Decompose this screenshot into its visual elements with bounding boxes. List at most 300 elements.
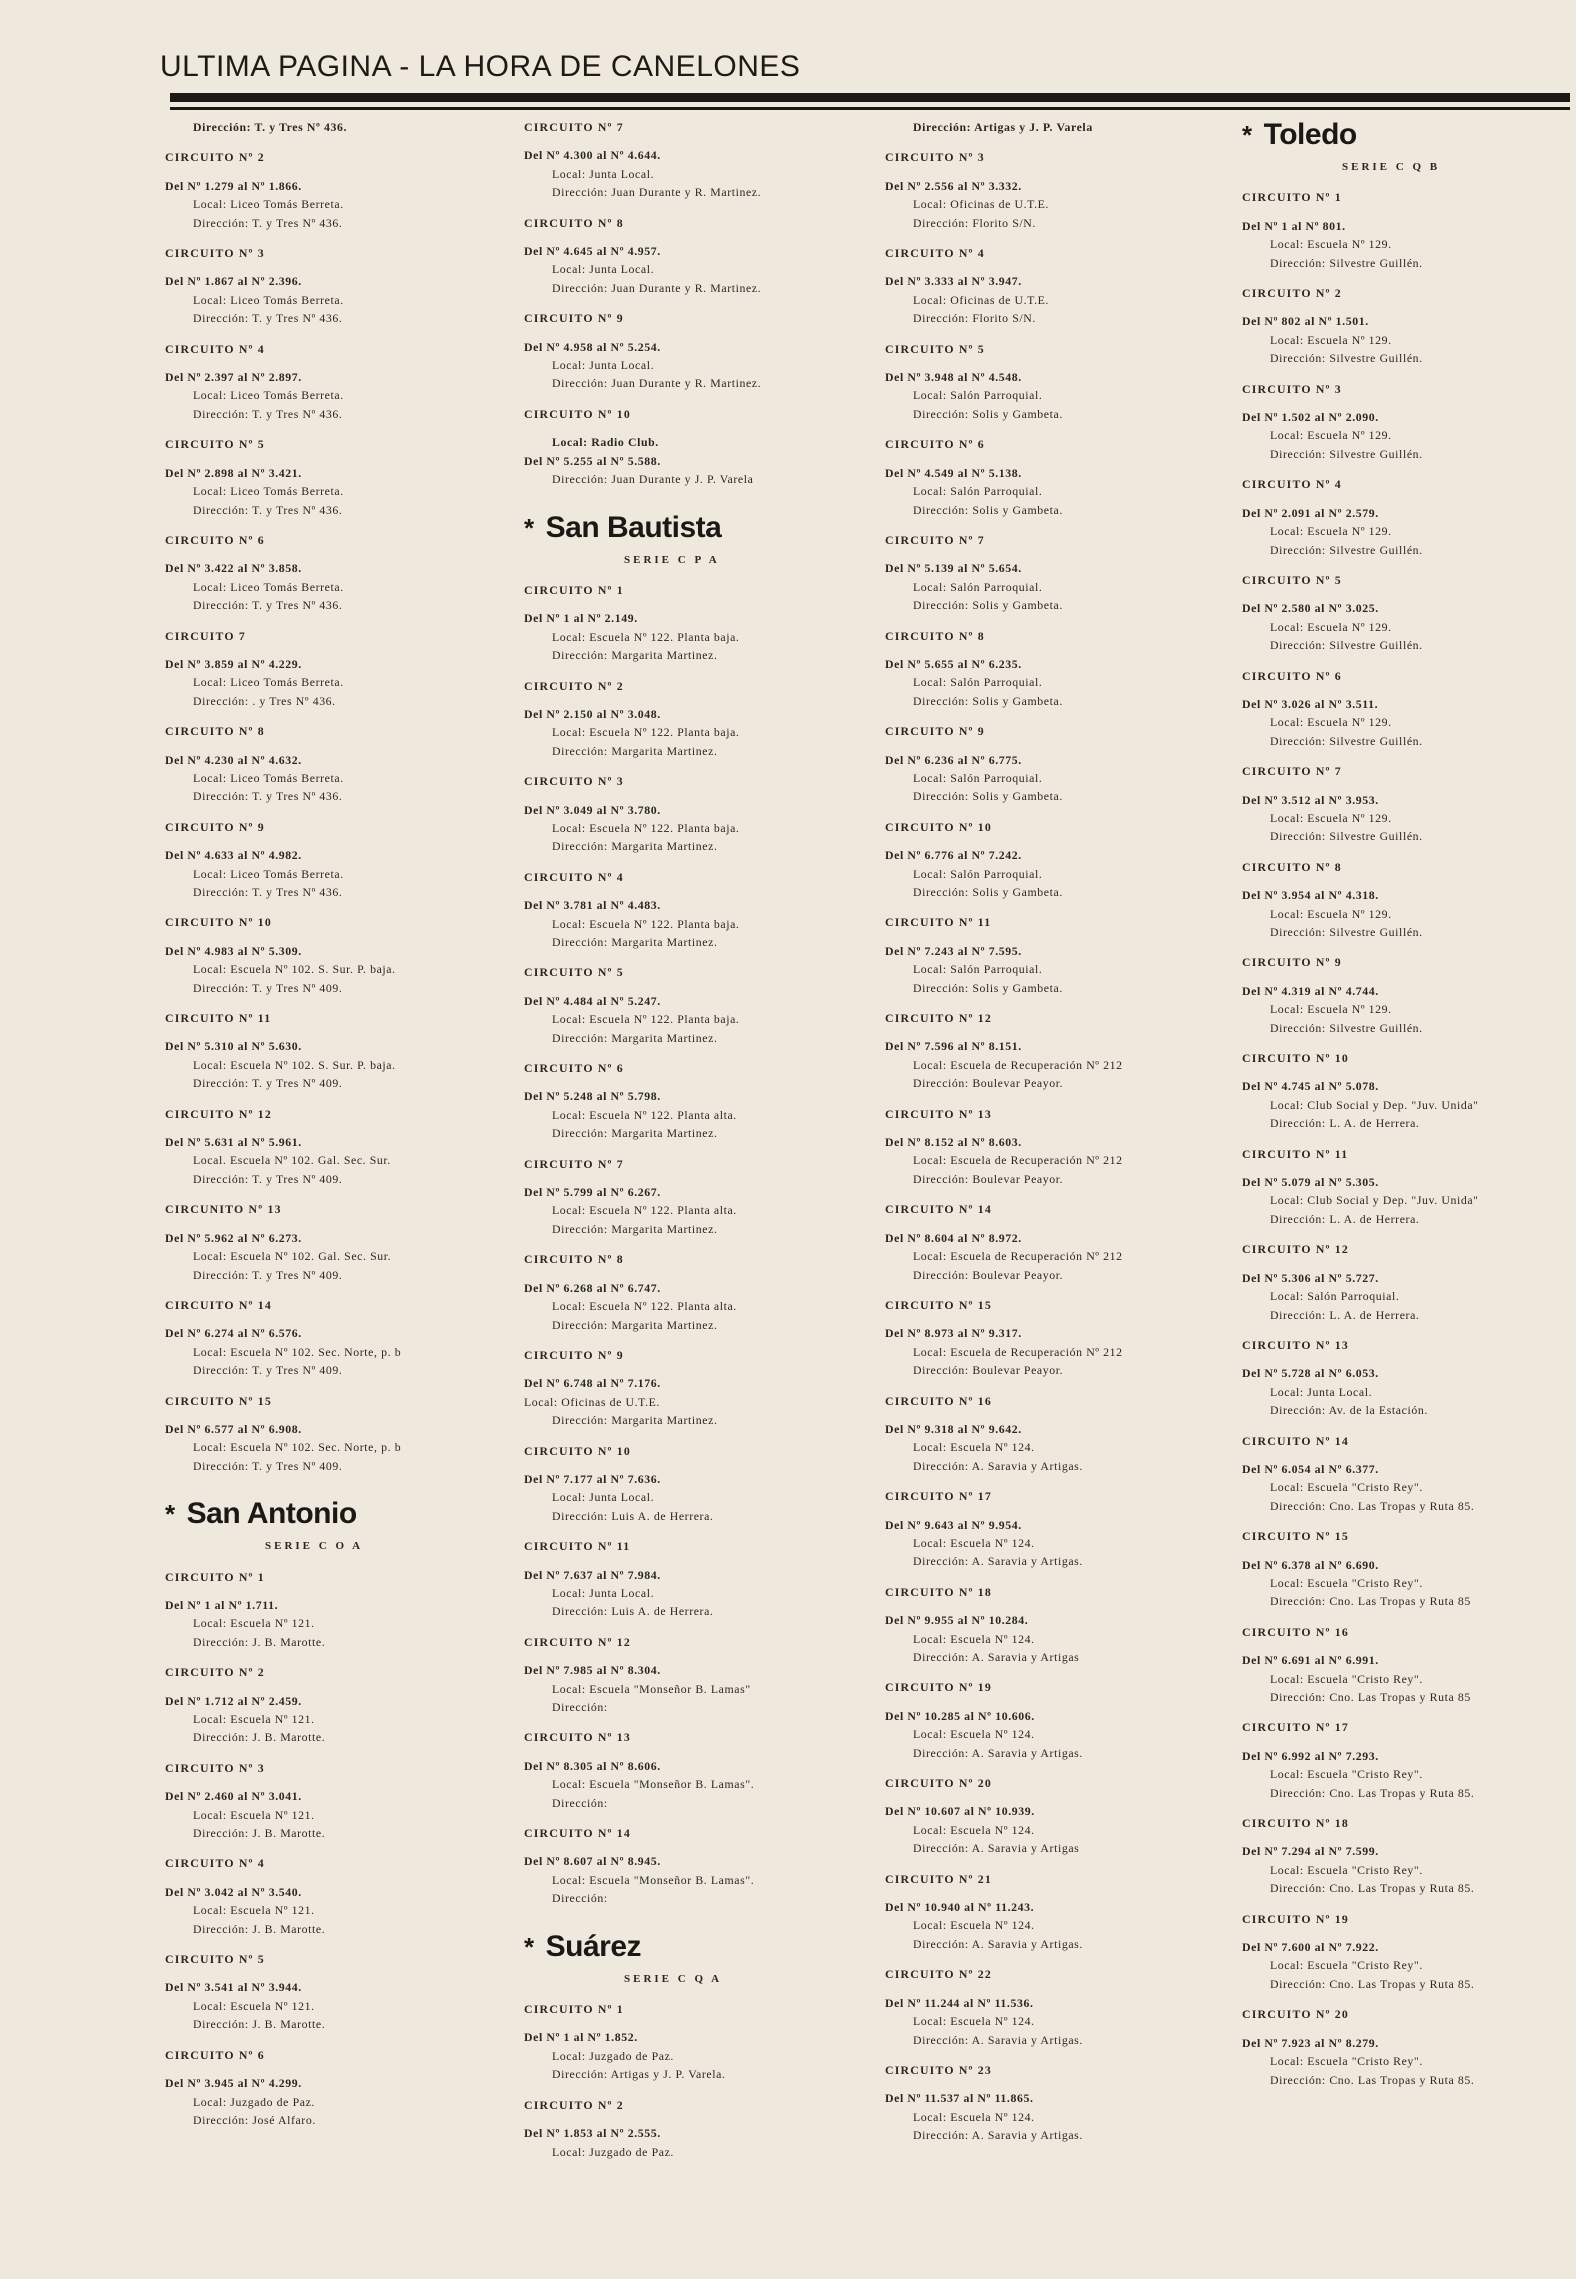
circuit-range: Del Nº 4.230 al Nº 4.632. [165, 752, 302, 767]
circuit-range: Del Nº 7.637 al Nº 7.984. [524, 1567, 661, 1582]
circuit-range: Del Nº 8.604 al Nº 8.972. [885, 1230, 1022, 1245]
circuit-label: CIRCUITO Nº 12 [1242, 1242, 1349, 1257]
circuit-address: Dirección: Margarita Martinez. [552, 1221, 718, 1236]
circuit-block [1242, 1049, 1576, 1133]
circuit-address: Dirección: Juan Durante y J. P. Varela [552, 472, 754, 487]
circuit-address: Dirección: [552, 1700, 608, 1714]
circuit-local: Local: Salón Parroquial. [913, 770, 1043, 785]
circuit-address: Dirección: T. y Tres Nº 409. [193, 1363, 343, 1378]
circuit-local: Local: Escuela Nº 102. Sec. Norte, p. b [193, 1344, 402, 1359]
circuit-address: Dirección: Solis y Gambeta. [913, 980, 1063, 995]
circuit-range: Del Nº 2.150 al Nº 3.048. [524, 706, 661, 721]
circuit-block [885, 1965, 1225, 2049]
circuit-block [524, 118, 864, 202]
circuit-block [524, 1155, 864, 1239]
circuit-address: Dirección: Solis y Gambeta. [913, 693, 1063, 708]
circuit-address: Dirección: Solis y Gambeta. [913, 885, 1063, 899]
circuit-block [165, 627, 505, 711]
circuit-block [885, 1678, 1225, 1762]
circuit-range: Del Nº 1.279 al Nº 1.866. [165, 178, 302, 193]
circuit-address: Dirección: J. B. Marotte. [193, 1730, 326, 1745]
circuit-address: Dirección: [552, 1891, 608, 1906]
circuit-block [165, 2046, 505, 2130]
circuit-local: Local: Escuela Nº 121. [193, 1807, 315, 1822]
circuit-local: Local: Escuela "Monseñor B. Lamas". [552, 1872, 755, 1887]
circuit-address: Dirección: Av. de la Estación. [1270, 1403, 1428, 1418]
circuit-local: Local: Escuela "Cristo Rey". [1270, 1480, 1423, 1495]
circuit-address: Dirección: T. y Tres Nº 436. [193, 598, 343, 613]
circuit-label: CIRCUITO Nº 19 [885, 1680, 992, 1695]
circuit-local: Local: Escuela Nº 122. Planta baja. [552, 916, 740, 931]
circuit-label: CIRCUITO Nº 10 [1242, 1051, 1349, 1066]
circuit-range: Del Nº 2.460 al Nº 3.041. [165, 1789, 302, 1804]
circuit-label: CIRCUITO Nº 1 [165, 1569, 265, 1584]
circuit-label: CIRCUITO Nº 12 [524, 1634, 631, 1649]
circuit-local: Local: Escuela Nº 102. Gal. Sec. Sur. [193, 1249, 392, 1264]
circuit-local: Local: Escuela Nº 121. [193, 1998, 315, 2013]
circuit-local: Local: Liceo Tomás Berreta. [193, 579, 344, 594]
circuit-local: Local: Escuela Nº 129. [1270, 332, 1392, 347]
circuit-address: Dirección: T. y Tres Nº 409. [193, 1267, 343, 1282]
circuit-range: Del Nº 7.923 al Nº 8.279. [1242, 2035, 1379, 2050]
circuit-range: Del Nº 4.745 al Nº 5.078. [1242, 1079, 1379, 1094]
town-name: San Antonio [186, 1497, 357, 1531]
circuit-range: Del Nº 3.954 al Nº 4.318. [1242, 888, 1379, 903]
circuit-block [165, 1009, 505, 1093]
circuit-range: Del Nº 2.556 al Nº 3.332. [885, 178, 1022, 193]
circuit-local: Local: Escuela Nº 124. [913, 2109, 1035, 2124]
circuit-local: Local: Escuela Nº 129. [1270, 1002, 1392, 1017]
circuit-range: Del Nº 3.422 al Nº 3.858. [165, 561, 302, 576]
circuit-local: Local: Escuela Nº 122. Planta alta. [552, 1299, 737, 1314]
circuit-local: Local: Liceo Tomás Berreta. [193, 292, 344, 307]
circuit-label: CIRCUITO Nº 9 [524, 311, 624, 326]
circuit-local: Local: Escuela Nº 129. [1270, 906, 1392, 921]
circuit-block [165, 818, 505, 902]
circuit-range: Del Nº 4.983 al Nº 5.309. [165, 943, 302, 958]
circuit-range: Del Nº 6.378 al Nº 6.690. [1242, 1557, 1379, 1572]
circuit-range: Del Nº 4.484 al Nº 5.247. [524, 993, 661, 1008]
circuit-local: Local: Liceo Tomás Berreta. [193, 866, 344, 881]
circuit-local: Local: Escuela "Monseñor B. Lamas" [552, 1681, 751, 1696]
circuit-label: CIRCUITO Nº 5 [165, 437, 265, 452]
town-heading [1242, 118, 1576, 152]
serie-label: SERIE C Q A [624, 1972, 723, 1985]
circuit-block [885, 340, 1225, 424]
circuit-address: Dirección: Florito S/N. [913, 311, 1036, 326]
circuit-label: CIRCUITO Nº 8 [885, 628, 985, 643]
circuit-label: CIRCUITO Nº 2 [165, 150, 265, 165]
circuit-block [1242, 953, 1576, 1037]
circuit-block [885, 1392, 1225, 1476]
circuit-address: Dirección: Solis y Gambeta. [913, 789, 1063, 804]
circuit-local: Local: Escuela "Cristo Rey". [1270, 1862, 1423, 1877]
circuit-address: Dirección: Solis y Gambeta. [913, 406, 1063, 421]
circuit-address: Dirección: T. y Tres Nº 436. [193, 885, 343, 899]
circuit-local: Local: Escuela Nº 124. [913, 1727, 1035, 1742]
circuit-block [1242, 1527, 1576, 1611]
circuit-label: CIRCUITO Nº 7 [524, 1156, 624, 1171]
circuit-address: Dirección: A. Saravia y Artigas [913, 1650, 1080, 1664]
circuit-block [885, 913, 1225, 997]
circuit-block [885, 148, 1225, 232]
circuit-local: Local: Escuela Nº 129. [1270, 715, 1392, 730]
circuit-block [885, 1774, 1225, 1858]
circuit-range: Del Nº 10.285 al Nº 10.606. [885, 1708, 1035, 1723]
circuit-block [885, 1105, 1225, 1189]
circuit-local: Local: Escuela Nº 102. S. Sur. P. baja. [193, 962, 396, 977]
circuit-address: Dirección: Margarita Martinez. [552, 648, 718, 663]
circuit-block [524, 677, 864, 761]
circuit-range: Del Nº 1 al Nº 1.711. [165, 1597, 279, 1612]
circuit-label: CIRCUITO Nº 4 [524, 869, 624, 884]
circuit-label: CIRCUITO Nº 18 [885, 1584, 992, 1599]
circuit-address: Dirección: Cno. Las Tropas y Ruta 85. [1270, 2072, 1475, 2087]
circuit-label: CIRCUITO Nº 16 [1242, 1624, 1349, 1639]
circuit-label: CIRCUITO Nº 2 [165, 1665, 265, 1680]
town-heading [165, 1497, 505, 1531]
circuit-address: Dirección: T. y Tres Nº 436. [193, 311, 343, 326]
circuit-label: CIRCUITO Nº 6 [165, 2047, 265, 2062]
circuit-local: Local: Escuela "Cristo Rey". [1270, 1958, 1423, 1973]
circuit-block [524, 1633, 864, 1717]
circuit-block [165, 340, 505, 424]
circuit-address: Dirección: Solis y Gambeta. [913, 598, 1063, 613]
circuit-block [524, 2000, 864, 2084]
town-heading [524, 511, 864, 545]
circuit-range: Del Nº 3.049 al Nº 3.780. [524, 802, 661, 817]
circuit-local: Local: Liceo Tomás Berreta. [193, 770, 344, 785]
circuit-block [165, 1568, 505, 1652]
circuit-block [1242, 1814, 1576, 1898]
circuit-label: CIRCUITO Nº 2 [1242, 286, 1342, 301]
circuit-label: CIRCUITO Nº 13 [885, 1106, 992, 1121]
circuit-address: Dirección: Margarita Martinez. [552, 743, 718, 758]
circuit-address: Dirección: Boulevar Peayor. [913, 1363, 1064, 1378]
circuit-address: Dirección: A. Saravia y Artigas. [913, 1458, 1083, 1473]
circuit-address: Dirección: Silvestre Guillén. [1270, 446, 1423, 461]
circuit-range: Del Nº 2.580 al Nº 3.025. [1242, 601, 1379, 616]
circuit-block [165, 1854, 505, 1938]
circuit-block [1242, 380, 1576, 464]
circuit-range: Del Nº 802 al Nº 1.501. [1242, 314, 1369, 329]
circuit-range: Del Nº 4.633 al Nº 4.982. [165, 848, 302, 863]
circuit-range: Del Nº 4.645 al Nº 4.957. [524, 244, 661, 259]
column-2 [524, 118, 864, 2161]
circuit-block [165, 1759, 505, 1843]
circuit-local: Local: Escuela Nº 124. [913, 2014, 1035, 2029]
circuit-label: CIRCUITO Nº 3 [1242, 381, 1342, 396]
circuit-address: Dirección: T. y Tres Nº 436. [193, 789, 343, 804]
circuit-block [1242, 1336, 1576, 1420]
circuit-label: CIRCUITO Nº 7 [1242, 764, 1342, 779]
circuit-label: CIRCUITO Nº 11 [1242, 1146, 1349, 1161]
continued-address: Dirección: Artigas y J. P. Varela [913, 120, 1093, 134]
circuit-range: Del Nº 3.541 al Nº 3.944. [165, 1980, 302, 1995]
circuit-label: CIRCUITO Nº 18 [1242, 1816, 1349, 1831]
circuit-range: Del Nº 9.955 al Nº 10.284. [885, 1613, 1029, 1628]
circuit-block [165, 1296, 505, 1380]
circuit-label: CIRCUITO Nº 8 [524, 215, 624, 230]
circuit-range: Del Nº 5.631 al Nº 5.961. [165, 1135, 302, 1150]
asterisk-icon: * [1242, 120, 1252, 150]
circuit-local: Local: Club Social y Dep. "Juv. Unida" [1270, 1193, 1479, 1208]
circuit-range: Del Nº 1.712 al Nº 2.459. [165, 1693, 302, 1708]
circuit-range: Del Nº 5.310 al Nº 5.630. [165, 1039, 302, 1054]
circuit-address: Dirección: Silvestre Guillén. [1270, 638, 1423, 653]
circuit-block [885, 1487, 1225, 1571]
circuit-address: Dirección: Florito S/N. [913, 215, 1036, 230]
circuit-range: Del Nº 10.607 al Nº 10.939. [885, 1804, 1035, 1819]
circuit-address: Dirección: Cno. Las Tropas y Ruta 85. [1270, 1976, 1475, 1991]
serie-label: SERIE C Q B [1342, 161, 1441, 173]
circuit-local: Local: Oficinas de U.T.E. [913, 197, 1049, 212]
circuit-label: CIRCUITO Nº 9 [1242, 955, 1342, 970]
circuit-local: Local: Salón Parroquial. [913, 675, 1043, 690]
circuit-local: Local: Escuela Nº 124. [913, 1918, 1035, 1933]
circuit-block [165, 531, 505, 615]
circuit-block [1242, 762, 1576, 846]
circuit-label: CIRCUITO Nº 15 [885, 1297, 992, 1312]
circuit-address: Dirección: J. B. Marotte. [193, 1921, 326, 1936]
circuit-address: Dirección: Cno. Las Tropas y Ruta 85 [1270, 1690, 1471, 1704]
circuit-block [524, 772, 864, 856]
circuit-block [524, 1442, 864, 1526]
circuit-address: Dirección: Artigas y J. P. Varela. [552, 2067, 726, 2082]
circuit-local: Local: Escuela "Monseñor B. Lamas". [552, 1777, 755, 1792]
circuit-block [1242, 475, 1576, 559]
circuit-label: CIRCUITO Nº 6 [1242, 668, 1342, 683]
circuit-range: Del Nº 7.600 al Nº 7.922. [1242, 1940, 1379, 1955]
circuit-label: CIRCUITO Nº 2 [524, 2097, 624, 2112]
circuit-block [1242, 1623, 1576, 1707]
circuit-label: CIRCUITO Nº 17 [1242, 1720, 1349, 1735]
circuit-local: Local: Junta Local. [552, 1490, 655, 1505]
circuit-range: Del Nº 1.502 al Nº 2.090. [1242, 410, 1379, 425]
circuit-local: Local: Salón Parroquial. [913, 866, 1043, 881]
circuit-block [885, 531, 1225, 615]
circuit-range: Del Nº 2.898 al Nº 3.421. [165, 465, 302, 480]
circuit-range: Del Nº 8.973 al Nº 9.317. [885, 1326, 1022, 1341]
circuit-address: Dirección: T. y Tres Nº 409. [193, 1171, 343, 1186]
circuit-label: CIRCUITO Nº 5 [524, 965, 624, 980]
circuit-local: Local: Junta Local. [552, 1585, 655, 1600]
circuit-range: Del Nº 7.294 al Nº 7.599. [1242, 1844, 1379, 1859]
circuit-block [885, 1296, 1225, 1380]
circuit-block [1242, 858, 1576, 942]
circuit-block [1242, 1145, 1576, 1229]
circuit-block [1242, 1718, 1576, 1802]
circuit-address: Dirección: Cno. Las Tropas y Ruta 85 [1270, 1594, 1471, 1609]
circuit-local: Local: Juzgado de Paz. [552, 2144, 674, 2159]
circuit-block [885, 1870, 1225, 1954]
header-rule-thick [170, 93, 1570, 102]
circuit-local: Local: Escuela de Recuperación Nº 212 [913, 1249, 1123, 1264]
circuit-block [524, 868, 864, 952]
circuit-label: CIRCUITO Nº 6 [885, 437, 985, 452]
circuit-range: Del Nº 4.549 al Nº 5.138. [885, 465, 1022, 480]
circuit-local: Local: Salón Parroquial. [913, 962, 1043, 977]
circuit-local: Local: Juzgado de Paz. [552, 2048, 674, 2063]
circuit-label: CIRCUITO Nº 5 [1242, 572, 1342, 587]
circuit-address: Dirección: Solis y Gambeta. [913, 502, 1063, 517]
circuit-address: Dirección: J. B. Marotte. [193, 1826, 326, 1841]
circuit-block [524, 1250, 864, 1334]
circuit-local: Local. Escuela Nº 102. Gal. Sec. Sur. [193, 1153, 391, 1168]
circuit-range: Del Nº 3.859 al Nº 4.229. [165, 656, 302, 671]
circuit-range: Del Nº 11.244 al Nº 11.536. [885, 1995, 1034, 2010]
circuit-address: Dirección: Margarita Martinez. [552, 1126, 718, 1141]
circuit-label: CIRCUITO Nº 4 [165, 341, 265, 356]
circuit-local: Local: Escuela "Cristo Rey". [1270, 1767, 1423, 1782]
circuit-address: Dirección: J. B. Marotte. [193, 1634, 326, 1649]
circuit-range: Del Nº 3.948 al Nº 4.548. [885, 370, 1022, 385]
circuit-address: Dirección: T. y Tres Nº 409. [193, 1458, 343, 1473]
circuit-address: Dirección: Margarita Martinez. [552, 1030, 718, 1045]
circuit-block [885, 2061, 1225, 2145]
circuit-label: CIRCUITO Nº 1 [524, 2002, 624, 2017]
circuit-label: CIRCUITO Nº 3 [885, 150, 985, 165]
circuit-local: Local: Salón Parroquial. [913, 579, 1043, 594]
circuit-local: Local: Escuela de Recuperación Nº 212 [913, 1344, 1123, 1359]
circuit-range: Del Nº 2.091 al Nº 2.579. [1242, 505, 1379, 520]
circuit-local: Local: Escuela Nº 122. Planta baja. [552, 1012, 740, 1027]
circuit-range: Del Nº 8.607 al Nº 8.945. [524, 1854, 661, 1869]
circuit-block [1242, 667, 1576, 751]
circuit-block [165, 1200, 505, 1284]
circuit-block [165, 913, 505, 997]
circuit-local: Local: Escuela Nº 121. [193, 1712, 315, 1726]
circuit-address: Dirección: Margarita Martinez. [552, 1413, 718, 1428]
circuit-block [165, 1950, 505, 2034]
circuit-address: Dirección: L. A. de Herrera. [1270, 1116, 1420, 1131]
circuit-label: CIRCUITO Nº 12 [885, 1011, 992, 1026]
circuit-range: Del Nº 3.042 al Nº 3.540. [165, 1884, 302, 1899]
circuit-label: CIRCUITO Nº 14 [885, 1202, 992, 1217]
circuit-block [1242, 571, 1576, 655]
circuit-label: CIRCUITO Nº 7 [885, 532, 985, 547]
circuit-local: Local: Escuela de Recuperación Nº 212 [913, 1057, 1123, 1072]
circuit-range: Del Nº 1.853 al Nº 2.555. [524, 2126, 661, 2141]
circuit-range: Del Nº 5.079 al Nº 5.305. [1242, 1175, 1379, 1190]
town-name: Suárez [545, 1929, 642, 1963]
circuit-address: Dirección: Juan Durante y R. Martinez. [552, 376, 762, 391]
circuit-address: Dirección: Juan Durante y R. Martinez. [552, 185, 762, 200]
circuit-block [1242, 1240, 1576, 1324]
circuit-label: CIRCUITO Nº 5 [165, 1952, 265, 1967]
circuit-local: Local: Oficinas de U.T.E. [524, 1394, 660, 1409]
circuit-local: Local: Escuela Nº 122. Planta alta. [552, 1107, 737, 1122]
asterisk-icon: * [524, 512, 534, 543]
circuit-block [885, 1200, 1225, 1284]
circuit-range: Del Nº 9.318 al Nº 9.642. [885, 1421, 1022, 1436]
circuit-local: Local: Escuela Nº 102. Sec. Norte, p. b [193, 1440, 402, 1455]
circuit-label: CIRCUITO Nº 4 [1242, 477, 1342, 492]
asterisk-icon: * [165, 1499, 175, 1530]
circuit-range: Del Nº 1 al Nº 2.149. [524, 611, 638, 626]
column-3 [885, 118, 1225, 2145]
circuit-local: Local: Liceo Tomás Berreta. [193, 484, 344, 499]
circuit-label: CIRCUITO Nº 11 [165, 1011, 272, 1026]
continued-address: Dirección: T. y Tres Nº 436. [193, 120, 348, 134]
circuit-local: Local: Escuela Nº 129. [1270, 524, 1392, 539]
circuit-address: Dirección: José Alfaro. [193, 2112, 316, 2127]
circuit-range: Del Nº 7.596 al Nº 8.151. [885, 1039, 1022, 1054]
town-heading [524, 1930, 864, 1964]
circuit-range: Del Nº 5.799 al Nº 6.267. [524, 1185, 661, 1200]
circuit-label: CIRCUITO Nº 17 [885, 1489, 992, 1504]
circuit-range: Del Nº 7.985 al Nº 8.304. [524, 1663, 661, 1678]
circuit-block [1242, 2005, 1576, 2089]
circuit-block [885, 818, 1225, 902]
circuit-label: CIRCUITO Nº 20 [1242, 2007, 1349, 2022]
circuit-local: Local: Liceo Tomás Berreta. [193, 197, 344, 212]
circuit-local: Local: Escuela Nº 124. [913, 1631, 1035, 1646]
circuit-label: CIRCUITO Nº 7 [524, 120, 624, 134]
circuit-block [524, 1537, 864, 1621]
circuit-label: CIRCUNITO Nº 13 [165, 1202, 282, 1217]
circuit-address: Dirección: Juan Durante y R. Martinez. [552, 280, 762, 295]
circuit-label: CIRCUITO Nº 8 [524, 1252, 624, 1267]
circuit-address: Dirección: . y Tres Nº 436. [193, 693, 336, 708]
circuit-address: Dirección: Margarita Martinez. [552, 839, 718, 854]
circuit-address: Dirección: A. Saravia y Artigas. [913, 2128, 1083, 2143]
circuit-label: CIRCUITO Nº 16 [885, 1393, 992, 1408]
circuit-range: Del Nº 10.940 al Nº 11.243. [885, 1900, 1035, 1915]
circuit-block [524, 963, 864, 1047]
town-name: Toledo [1263, 118, 1357, 151]
circuit-block [524, 581, 864, 665]
circuit-range: Del Nº 5.139 al Nº 5.654. [885, 561, 1022, 576]
circuit-label: CIRCUITO Nº 15 [165, 1393, 272, 1408]
circuit-block [885, 1009, 1225, 1093]
circuit-block [885, 722, 1225, 806]
circuit-label: CIRCUITO Nº 6 [165, 532, 265, 547]
circuit-address: Dirección: Margarita Martinez. [552, 1317, 718, 1332]
circuit-local: Local: Escuela Nº 124. [913, 1440, 1035, 1455]
circuit-local: Local: Escuela Nº 129. [1270, 428, 1392, 443]
circuit-address: Dirección: J. B. Marotte. [193, 2017, 326, 2032]
circuit-local: Local: Junta Local. [552, 166, 655, 181]
circuit-local: Local: Escuela Nº 122. Planta alta. [552, 1203, 737, 1218]
circuit-local: Local: Junta Local. [1270, 1384, 1373, 1399]
circuit-address: Dirección: Boulevar Peayor. [913, 1267, 1064, 1282]
circuit-label: CIRCUITO Nº 8 [165, 724, 265, 739]
circuit-address: Dirección: A. Saravia y Artigas [913, 1841, 1080, 1856]
circuit-local: Local: Salón Parroquial. [913, 484, 1043, 499]
circuit-block [165, 435, 505, 519]
circuit-block [1242, 284, 1576, 368]
circuit-address: Dirección: Cno. Las Tropas y Ruta 85. [1270, 1881, 1475, 1896]
circuit-range: Del Nº 5.728 al Nº 6.053. [1242, 1366, 1379, 1381]
circuit-address: Dirección: Silvestre Guillén. [1270, 829, 1423, 844]
circuit-range: Del Nº 2.397 al Nº 2.897. [165, 370, 302, 385]
circuit-label: CIRCUITO 7 [165, 628, 246, 643]
circuit-label: CIRCUITO Nº 11 [524, 1539, 631, 1554]
circuit-local: Local: Escuela "Cristo Rey". [1270, 1575, 1423, 1590]
circuit-local: Local: Escuela Nº 129. [1270, 810, 1392, 825]
circuit-local: Local: Salón Parroquial. [913, 388, 1043, 403]
circuit-range: Del Nº 9.643 al Nº 9.954. [885, 1517, 1022, 1532]
circuit-label: CIRCUITO Nº 12 [165, 1106, 272, 1121]
circuit-label: CIRCUITO Nº 23 [885, 2062, 992, 2077]
circuit-address: Dirección: Silvestre Guillén. [1270, 925, 1423, 939]
circuit-address: Dirección: L. A. de Herrera. [1270, 1307, 1420, 1322]
asterisk-icon: * [524, 1931, 534, 1962]
circuit-label: CIRCUITO Nº 11 [885, 915, 992, 930]
circuit-block [165, 1392, 505, 1476]
circuit-label: CIRCUITO Nº 1 [524, 582, 624, 597]
